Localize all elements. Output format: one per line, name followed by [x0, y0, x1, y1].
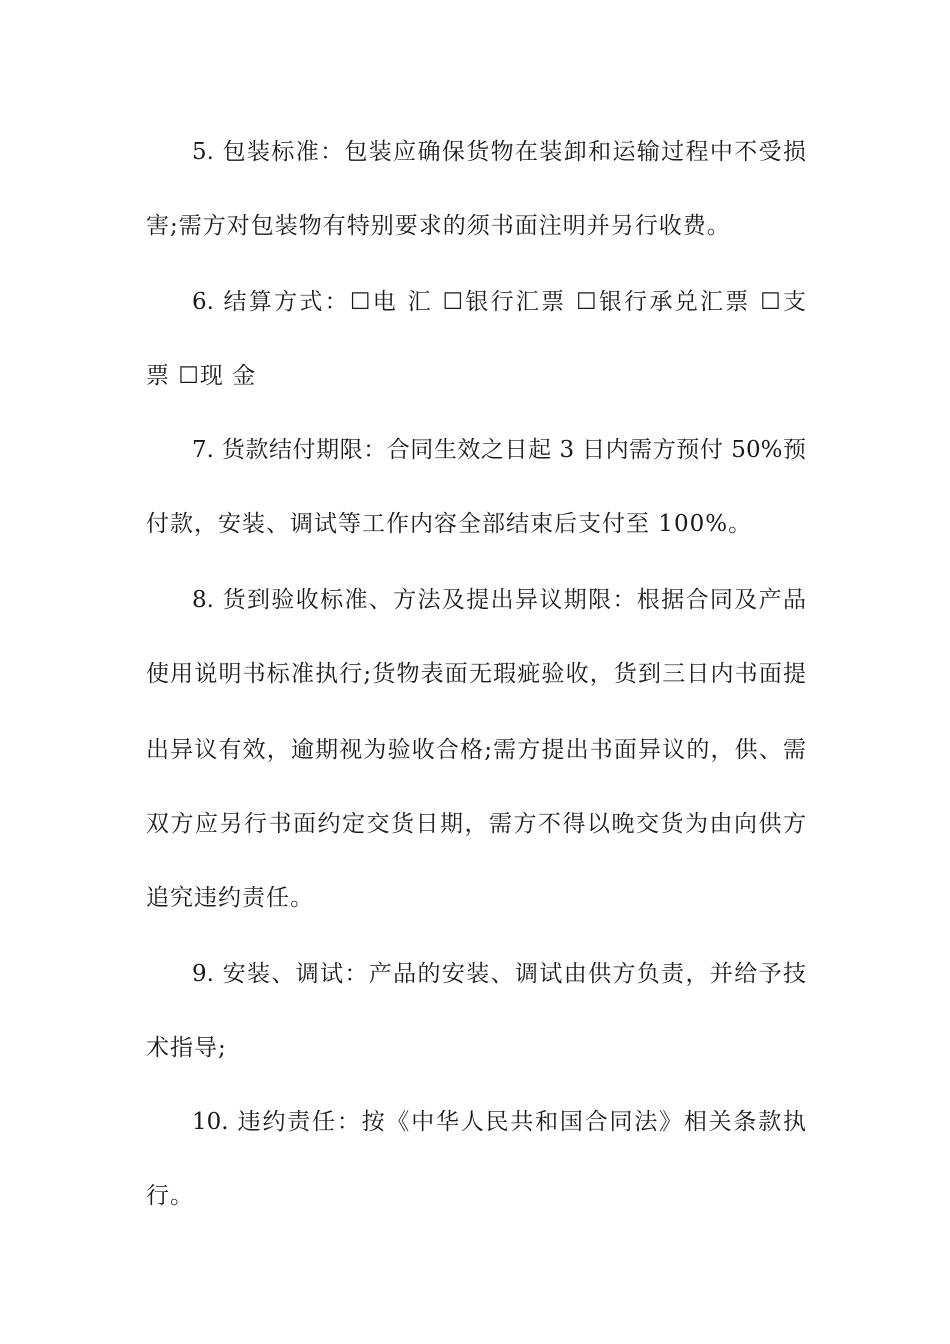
clause-6-line-2: 票 ☐现 金: [146, 363, 257, 389]
clause-8-line-5: 追究违约责任。: [146, 885, 314, 911]
clause-5-line-2: 害;需方对包装物有特别要求的须书面注明并另行收费。: [146, 213, 731, 239]
clause-9-line-1: 9. 安装、调试：产品的安装、调试由供方负责，并给予技: [192, 961, 806, 987]
clause-5-line-1: 5. 包装标准：包装应确保货物在装卸和运输过程中不受损: [192, 139, 806, 165]
clause-9-line-2: 术指导;: [146, 1035, 227, 1061]
clause-10-line-1: 10. 违约责任：按《中华人民共和国合同法》相关条款执: [192, 1109, 806, 1135]
clause-8-line-4: 双方应另行书面约定交货日期，需方不得以晚交货为由向供方: [146, 811, 806, 837]
clause-6-line-1: 6. 结算方式：☐电 汇 ☐银行汇票 ☐银行承兑汇票 ☐支: [192, 289, 806, 315]
clause-7-line-1: 7. 货款结付期限：合同生效之日起 3 日内需方预付 50%预: [192, 437, 806, 463]
clause-8-line-3: 出异议有效，逾期视为验收合格;需方提出书面异议的，供、需: [146, 737, 806, 763]
clause-10-line-2: 行。: [146, 1183, 194, 1209]
clause-8-line-1: 8. 货到验收标准、方法及提出异议期限：根据合同及产品: [192, 587, 806, 613]
clause-8-line-2: 使用说明书标准执行;货物表面无瑕疵验收，货到三日内书面提: [146, 661, 806, 687]
clause-7-line-2: 付款，安装、调试等工作内容全部结束后支付至 100%。: [146, 511, 753, 537]
